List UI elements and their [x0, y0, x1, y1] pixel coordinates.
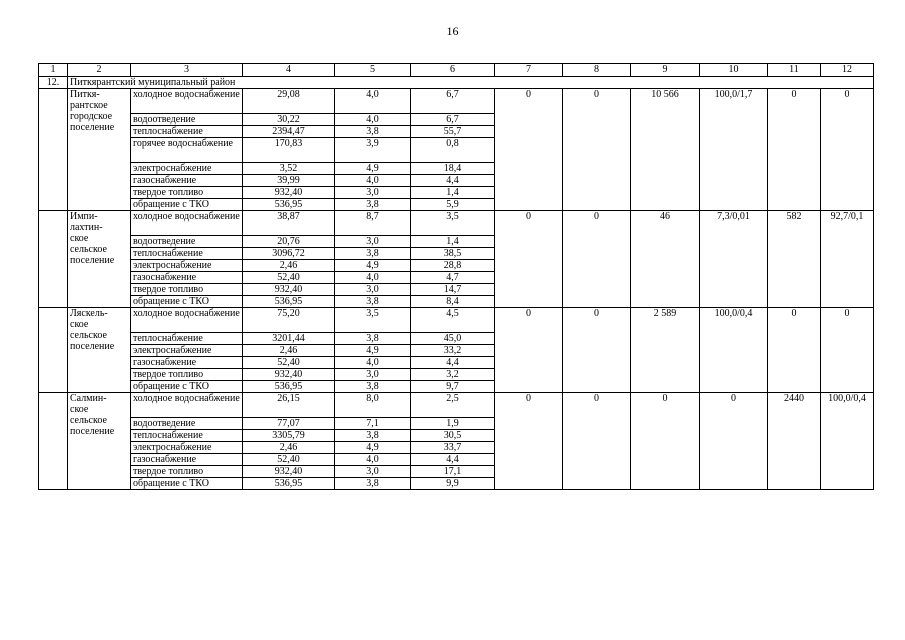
column-header-4: 4	[243, 64, 335, 77]
cell-col8: 0	[563, 393, 631, 490]
cell-col5: 3,0	[335, 236, 411, 248]
cell-col5: 4,0	[335, 175, 411, 187]
service-name: электроснабжение	[131, 260, 243, 272]
cell-col4: 52,40	[243, 272, 335, 284]
service-name: газоснабжение	[131, 454, 243, 466]
service-name: теплоснабжение	[131, 333, 243, 345]
cell-col6: 18,4	[411, 163, 495, 175]
cell-col5: 4,9	[335, 442, 411, 454]
cell-col5: 4,0	[335, 357, 411, 369]
service-name: газоснабжение	[131, 357, 243, 369]
cell-col6: 38,5	[411, 248, 495, 260]
cell-col6: 30,5	[411, 430, 495, 442]
cell-col4: 170,83	[243, 138, 335, 163]
cell-col5: 3,0	[335, 187, 411, 199]
cell-col8: 0	[563, 308, 631, 393]
cell-col4: 3305,79	[243, 430, 335, 442]
cell-col6: 33,2	[411, 345, 495, 357]
cell-col4: 3,52	[243, 163, 335, 175]
cell-col11: 0	[768, 308, 821, 393]
cell-col11: 0	[768, 89, 821, 211]
cell-col4: 3201,44	[243, 333, 335, 345]
cell-col6: 3,5	[411, 211, 495, 236]
region-row	[39, 77, 874, 89]
cell-col8: 0	[563, 89, 631, 211]
service-name: холодное водоснабжение	[131, 393, 243, 418]
cell-col6: 0,8	[411, 138, 495, 163]
cell-col4: 3096,72	[243, 248, 335, 260]
cell-col6: 33,7	[411, 442, 495, 454]
cell-col10: 0	[700, 393, 768, 490]
cell-col5: 4,0	[335, 454, 411, 466]
column-header-6: 6	[411, 64, 495, 77]
cell-col4: 536,95	[243, 296, 335, 308]
service-name: обращение с ТКО	[131, 199, 243, 211]
column-number-row	[39, 64, 874, 77]
service-name: обращение с ТКО	[131, 381, 243, 393]
cell-col4: 20,76	[243, 236, 335, 248]
service-name: водоотведение	[131, 418, 243, 430]
cell-col5: 3,8	[335, 126, 411, 138]
cell-col4: 536,95	[243, 199, 335, 211]
cell-col4: 38,87	[243, 211, 335, 236]
service-name: твердое топливо	[131, 466, 243, 478]
cell-col4: 932,40	[243, 187, 335, 199]
cell-col5: 4,0	[335, 114, 411, 126]
cell-col4: 26,15	[243, 393, 335, 418]
cell-col9: 46	[631, 211, 700, 308]
cell-col5: 4,0	[335, 272, 411, 284]
service-name: электроснабжение	[131, 163, 243, 175]
service-name: холодное водоснабжение	[131, 308, 243, 333]
cell-col6: 4,4	[411, 454, 495, 466]
cell-col4: 77,07	[243, 418, 335, 430]
cell-col5: 3,8	[335, 430, 411, 442]
cell-col5: 3,0	[335, 466, 411, 478]
cell-col12: 100,0/0,4	[821, 393, 874, 490]
cell-col6: 28,8	[411, 260, 495, 272]
cell-col4: 52,40	[243, 357, 335, 369]
cell-col6: 2,5	[411, 393, 495, 418]
cell-col4: 2394,47	[243, 126, 335, 138]
cell-col4: 2,46	[243, 345, 335, 357]
settlement-name: Салмин- ское сельское поселение	[68, 393, 131, 490]
cell-col6: 17,1	[411, 466, 495, 478]
settlement-name: Ляскель- ское сельское поселение	[68, 308, 131, 393]
column-header-8: 8	[563, 64, 631, 77]
service-name: твердое топливо	[131, 187, 243, 199]
blank-cell	[39, 211, 68, 308]
column-header-12: 12	[821, 64, 874, 77]
service-name: водоотведение	[131, 236, 243, 248]
cell-col4: 932,40	[243, 284, 335, 296]
cell-col11: 582	[768, 211, 821, 308]
column-header-2: 2	[68, 64, 131, 77]
cell-col5: 4,9	[335, 163, 411, 175]
cell-col4: 52,40	[243, 454, 335, 466]
service-name: твердое топливо	[131, 369, 243, 381]
cell-col6: 1,9	[411, 418, 495, 430]
cell-col5: 4,9	[335, 345, 411, 357]
table-row	[39, 211, 874, 236]
cell-col5: 3,8	[335, 248, 411, 260]
cell-col5: 4,9	[335, 260, 411, 272]
cell-col5: 3,8	[335, 296, 411, 308]
tariff-table	[38, 63, 874, 490]
cell-col6: 3,2	[411, 369, 495, 381]
cell-col5: 8,0	[335, 393, 411, 418]
cell-col12: 0	[821, 89, 874, 211]
blank-cell	[39, 393, 68, 490]
cell-col4: 2,46	[243, 260, 335, 272]
column-header-1: 1	[39, 64, 68, 77]
service-name: газоснабжение	[131, 272, 243, 284]
cell-col5: 3,0	[335, 284, 411, 296]
column-header-3: 3	[131, 64, 243, 77]
cell-col12: 92,7/0,1	[821, 211, 874, 308]
cell-col4: 75,20	[243, 308, 335, 333]
blank-cell	[39, 308, 68, 393]
cell-col7: 0	[495, 89, 563, 211]
cell-col5: 4,0	[335, 89, 411, 114]
cell-col10: 7,3/0,01	[700, 211, 768, 308]
column-header-11: 11	[768, 64, 821, 77]
cell-col4: 536,95	[243, 381, 335, 393]
service-name: теплоснабжение	[131, 430, 243, 442]
cell-col5: 3,0	[335, 369, 411, 381]
cell-col5: 8,7	[335, 211, 411, 236]
service-name: холодное водоснабжение	[131, 89, 243, 114]
region-name: Питкярантский муниципальный район	[68, 77, 874, 89]
cell-col5: 3,8	[335, 199, 411, 211]
cell-col5: 3,8	[335, 478, 411, 490]
cell-col6: 5,9	[411, 199, 495, 211]
service-name: электроснабжение	[131, 442, 243, 454]
service-name: обращение с ТКО	[131, 478, 243, 490]
cell-col6: 1,4	[411, 236, 495, 248]
cell-col6: 9,9	[411, 478, 495, 490]
cell-col6: 1,4	[411, 187, 495, 199]
cell-col4: 536,95	[243, 478, 335, 490]
cell-col7: 0	[495, 393, 563, 490]
cell-col9: 0	[631, 393, 700, 490]
cell-col6: 9,7	[411, 381, 495, 393]
cell-col6: 6,7	[411, 89, 495, 114]
cell-col8: 0	[563, 211, 631, 308]
column-header-7: 7	[495, 64, 563, 77]
cell-col4: 39,99	[243, 175, 335, 187]
service-name: твердое топливо	[131, 284, 243, 296]
column-header-5: 5	[335, 64, 411, 77]
cell-col9: 10 566	[631, 89, 700, 211]
cell-col5: 3,8	[335, 333, 411, 345]
cell-col6: 45,0	[411, 333, 495, 345]
settlement-name: Импи- лахтин- ское сельское поселение	[68, 211, 131, 308]
cell-col6: 55,7	[411, 126, 495, 138]
service-name: обращение с ТКО	[131, 296, 243, 308]
cell-col4: 932,40	[243, 466, 335, 478]
column-header-10: 10	[700, 64, 768, 77]
cell-col6: 4,7	[411, 272, 495, 284]
cell-col4: 932,40	[243, 369, 335, 381]
service-name: электроснабжение	[131, 345, 243, 357]
cell-col7: 0	[495, 211, 563, 308]
service-name: теплоснабжение	[131, 248, 243, 260]
table-row	[39, 308, 874, 333]
cell-col6: 6,7	[411, 114, 495, 126]
cell-col10: 100,0/1,7	[700, 89, 768, 211]
cell-col4: 2,46	[243, 442, 335, 454]
cell-col6: 14,7	[411, 284, 495, 296]
cell-col5: 3,8	[335, 381, 411, 393]
cell-col6: 4,4	[411, 175, 495, 187]
table-row	[39, 89, 874, 114]
cell-col5: 7,1	[335, 418, 411, 430]
service-name: газоснабжение	[131, 175, 243, 187]
cell-col5: 3,5	[335, 308, 411, 333]
table-row	[39, 393, 874, 418]
cell-col4: 29,08	[243, 89, 335, 114]
cell-col12: 0	[821, 308, 874, 393]
cell-col6: 4,5	[411, 308, 495, 333]
service-name: горячее водоснабжение	[131, 138, 243, 163]
cell-col6: 4,4	[411, 357, 495, 369]
cell-col6: 8,4	[411, 296, 495, 308]
cell-col5: 3,9	[335, 138, 411, 163]
service-name: водоотведение	[131, 114, 243, 126]
cell-col4: 30,22	[243, 114, 335, 126]
page-number: 16	[446, 24, 459, 38]
region-number: 12.	[39, 77, 68, 89]
column-header-9: 9	[631, 64, 700, 77]
cell-col11: 2440	[768, 393, 821, 490]
cell-col7: 0	[495, 308, 563, 393]
cell-col10: 100,0/0,4	[700, 308, 768, 393]
blank-cell	[39, 89, 68, 211]
cell-col9: 2 589	[631, 308, 700, 393]
service-name: холодное водоснабжение	[131, 211, 243, 236]
settlement-name: Питкя- рантское городское поселение	[68, 89, 131, 211]
service-name: теплоснабжение	[131, 126, 243, 138]
